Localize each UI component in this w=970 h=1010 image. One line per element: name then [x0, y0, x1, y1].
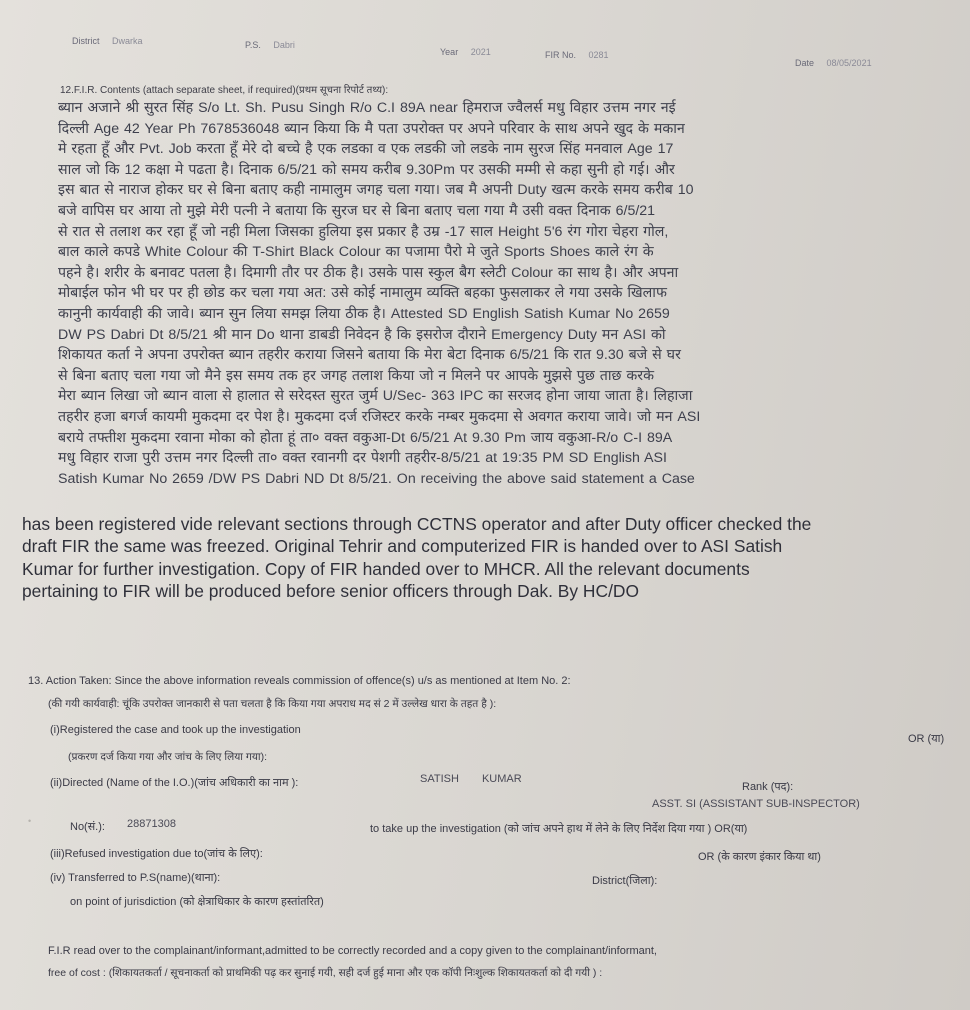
action-taken-title-hindi: (की गयी कार्यवाही: चूंकि उपरोक्त जानकारी से पता चलता है कि किया गया अपराध मद सं 2 में उल्लेख धारा के तहत है ): — [48, 698, 497, 710]
directed-tail: to take up the investigation (को जांच अपने हाथ में लेने के लिए निर्देश दिया गया ) OR(या) — [370, 823, 748, 835]
statement-line: दिल्ली Age 42 Year Ph 7678536048 ब्यान किया कि मै पता उपरोक्त पर अपने परिवार के साथ अपने खुद के मकान — [58, 120, 685, 137]
year-value: 2021 — [470, 47, 491, 57]
fir-contents-label: 12.F.I.R. Contents (attach separate sheet, if required)(प्रथम सूचना रिपोर्ट तथ्य): — [60, 85, 389, 96]
typed-line: Kumar for further investigation. Copy of FIR handed over to MHCR. All the relevant documents — [22, 558, 750, 579]
statement-line: शिकायत कर्ता ने अपना उपरोक्त ब्यान तहरीर कराया जिसने बताया कि मेरा बेटा दिनाक 6/5/21 कि रात 9.30 बजे से घर — [58, 347, 681, 364]
rank-label: Rank (पद): — [742, 781, 794, 793]
fir-number-value: 0281 — [588, 50, 609, 60]
typed-line: has been registered vide relevant sections through CCTNS operator and after Duty officer checked the — [22, 514, 812, 534]
registered-option-hindi: (प्रकरण दर्ज किया गया और जांच के लिए लिया गया): — [68, 751, 268, 763]
date-label: Date — [795, 58, 815, 68]
transferred-option: (iv) Transferred to P.S(name)(थाना): — [50, 872, 221, 884]
directed-io-label: (ii)Directed (Name of the I.O.)(जांच अधिकारी का नाम ): — [50, 777, 299, 789]
typed-line: pertaining to FIR will be produced before senior officers through Dak. By HC/DO — [22, 581, 640, 602]
action-taken-title: 13. Action Taken: Since the above information reveals commission of offence(s) u/s as mentioned at Item No. 2: — [28, 675, 571, 687]
ps-field — [245, 40, 295, 50]
fir-number-label: FIR No. — [545, 50, 577, 60]
date-value: 08/05/2021 — [826, 58, 872, 68]
io-number-value: 28871308 — [127, 818, 176, 830]
jurisdiction-note: on point of jurisdiction (को क्षेत्राधिकार के कारण हस्तांतरित) — [70, 896, 324, 908]
statement-line: मेरा ब्यान लिखा जो ब्यान वाला से हालात से सरेदस्त सुरत जुर्म U/Sec- 363 IPC का सरजद होना जाया जाता है। लिहाजा — [58, 388, 693, 405]
read-over-note: F.I.R read over to the complainant/informant,admitted to be correctly recorded and a copy given to the complainant/informant, — [48, 945, 657, 957]
rank-value: ASST. SI (ASSISTANT SUB-INSPECTOR) — [652, 798, 860, 810]
statement-line: बजे वापिस घर आया तो मुझे मेरी पत्नी ने बताया कि सुरज घर से बिना बताए चला गया मै उसी वक्त दिनाक 6/5/21 — [58, 202, 656, 219]
district-label: District — [72, 36, 100, 46]
date-field — [795, 58, 872, 68]
typed-statement — [22, 513, 970, 603]
refused-or: OR (के कारण इंकार किया था) — [698, 851, 821, 863]
page-artifact: • — [28, 816, 32, 826]
statement-line: साल जो कि 12 कक्षा मे पढता है। दिनाक 6/5/21 को समय करीब 9.30Pm पर उसकी मम्मी से कहा सुनी हो गई। और — [58, 161, 675, 178]
read-over-note-hindi: free of cost : (शिकायतकर्ता / सूचनाकर्ता को प्राथमिकी पढ़ कर सुनाई गयी, सही दर्ज हुई माना और एक कॉपी निःशुल्क शिकायतकर्ता को दी गयी ) : — [48, 967, 603, 979]
district-value: Dwarka — [112, 36, 143, 46]
statement-line: कानुनी कार्यवाही की जावे। ब्यान सुन लिया समझ लिया ठीक है। Attested SD English Satish Kumar No 2659 — [58, 305, 670, 322]
statement-line: पहने है। शरीर के बनावट पतला है। दिमागी तौर पर ठीक है। उसके पास स्कुल बैग स्लेटी Colour का साथ है। और अपना — [58, 264, 679, 281]
or-label: OR (या) — [908, 733, 945, 745]
fir-number-field — [545, 50, 609, 60]
year-label: Year — [440, 47, 459, 57]
statement-line: ब्यान अजाने श्री सुरत सिंह S/o Lt. Sh. Pusu Singh R/o C.I 89A near हिमराज ज्वैलर्स मधु विहार उत्तम नगर नई — [58, 100, 676, 116]
refused-option: (iii)Refused investigation due to(जांच के लिए): — [50, 848, 263, 860]
statement-line: तहरीर हजा बगर्ज कायमी मुकदमा दर पेश है। मुकदमा दर्ज रजिस्टर करके नम्बर मुकदमा से अवगत कराया जावे। जो मन ASI — [58, 408, 701, 425]
ps-value: Dabri — [273, 40, 295, 50]
statement-line: बाल काले कपडे White Colour की T-Shirt Black Colour का पजामा पैरो मे जुते Sports Shoes काले रंग के — [58, 244, 654, 261]
year-field — [440, 47, 491, 57]
statement-line: DW PS Dabri Dt 8/5/21 श्री मान Do थाना डाबडी निवेदन है कि इसरोज दौराने Emergency Duty मन ASI को — [58, 326, 666, 343]
statement-line: मोबाईल फोन भी घर पर ही छोड कर चला गया अत: उसे कोई नामालुम व्यक्ति बहका फुसलाकर ले गया उसके खिलाफ — [58, 285, 667, 302]
statement-line: इस बात से नाराज होकर घर से बिना बताए कही नामालुम जगह चला गया। जब मै अपनी Duty खत्म करके समय करीब 10 — [58, 182, 694, 199]
io-name: SATISH KUMAR — [420, 773, 522, 785]
statement-line: Satish Kumar No 2659 /DW PS Dabri ND Dt 8/5/21. On receiving the above said statement a Case — [58, 470, 695, 487]
ps-label: P.S. — [245, 40, 261, 50]
handwritten-statement — [58, 98, 938, 489]
transferred-district: District(जिला): — [592, 875, 658, 887]
statement-line: बराये तफ्तीश मुकदमा रवाना मोका को होता हूं ता० वक्त वकुआ-Dt 6/5/21 At 9.30 Pm जाय वकुआ-R/o C-I 89A — [58, 429, 673, 446]
statement-line: से रात से तलाश कर रहा हूँ जो नही मिला जिसका हुलिया इस प्रकार है उम्र -17 साल Height 5'6 रंग गोरा चेहरा गोल, — [58, 223, 669, 240]
io-number-label: No(सं.): — [70, 821, 105, 833]
registered-option: (i)Registered the case and took up the investigation — [50, 724, 301, 736]
statement-line: मधु विहार राजा पुरी उत्तम नगर दिल्ली ता० वक्त रवानगी दर पेशगी तहरीर-8/5/21 at 19:35 PM SD English ASI — [58, 450, 667, 467]
district-field — [72, 36, 143, 46]
typed-line: draft FIR the same was freezed. Original Tehrir and computerized FIR is handed over to ASI Satish — [22, 536, 783, 557]
statement-line: से बिना बताए चला गया जो मैने इस समय तक हर जगह तलाश किया जो न मिलने पर आपके मुझसे पुछ ताछ करके — [58, 367, 654, 384]
statement-line: मे रहता हूँ और Pvt. Job करता हूँ मेरे दो बच्चे है एक लडका व एक लडकी जो लडके नाम सुरज सिंह मनवाल Age 17 — [58, 141, 674, 158]
